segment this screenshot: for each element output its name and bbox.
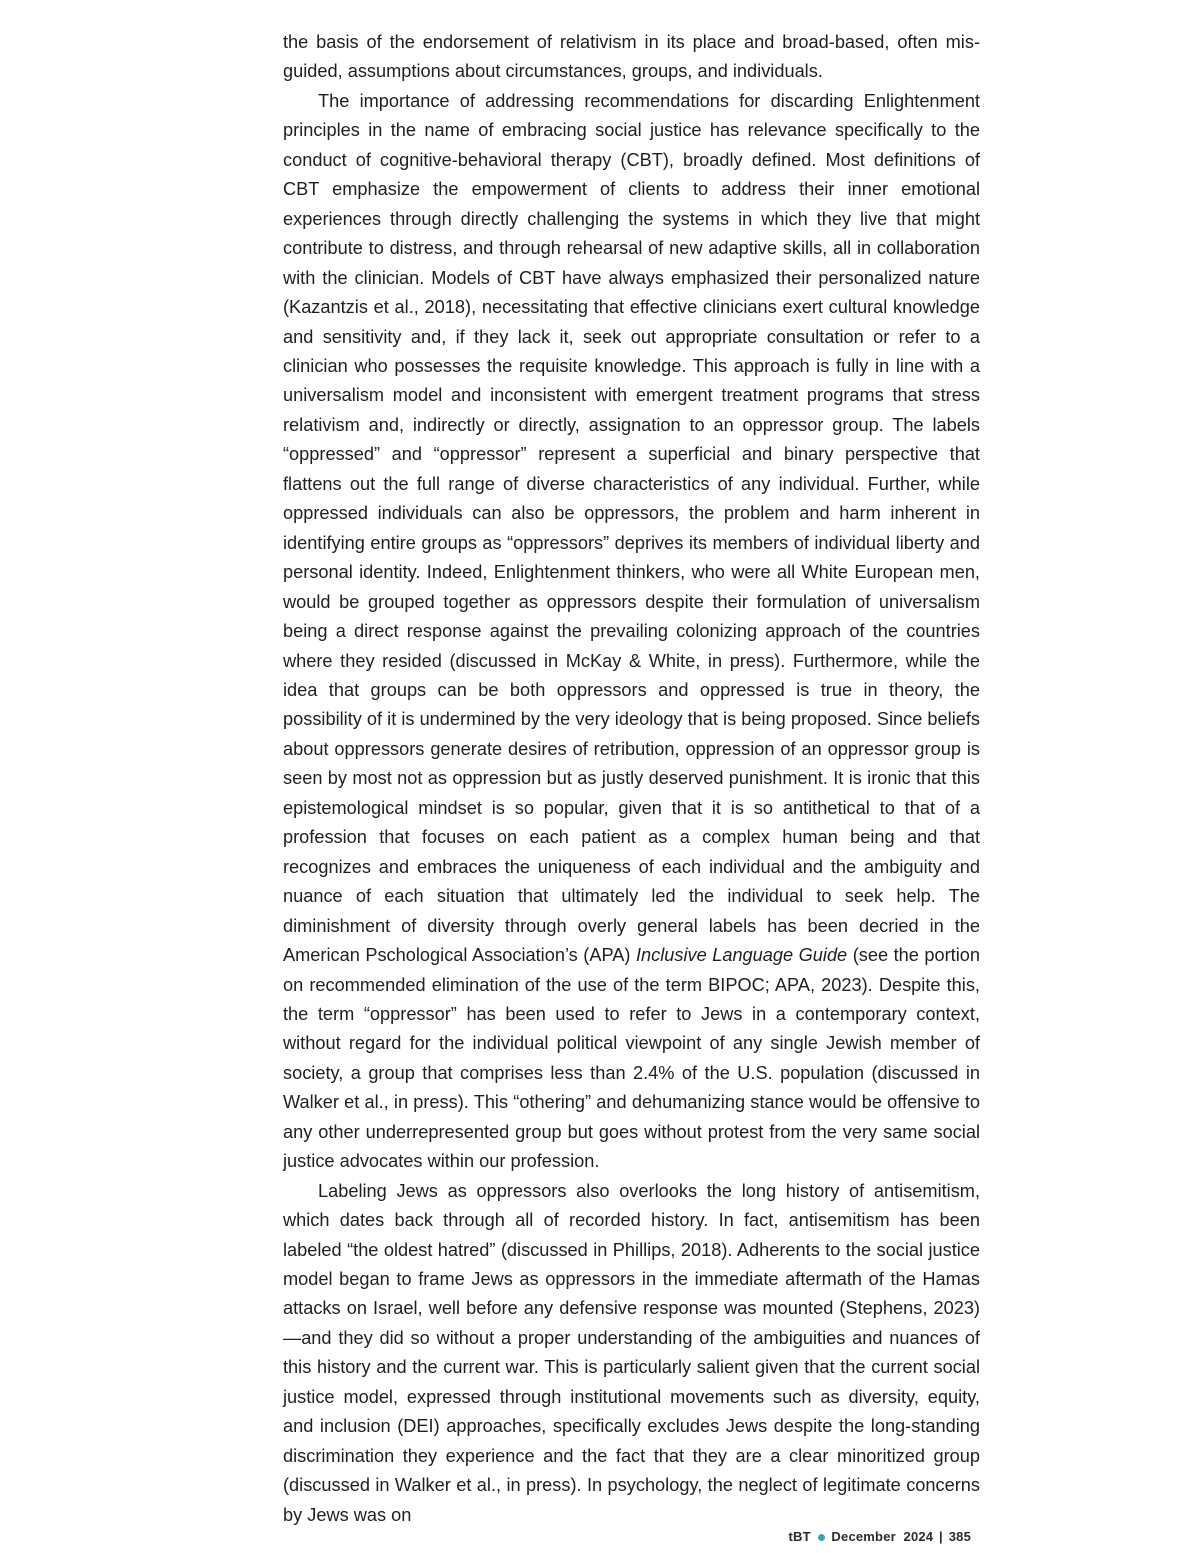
footer-separator: | bbox=[939, 1529, 943, 1544]
inclusive-language-guide-title: Inclusive Language Guide bbox=[635, 945, 848, 966]
paragraph-cbt-universalism bbox=[283, 87, 980, 1177]
paragraph-1-text: the basis of the endorsement of relativism in its place and broad-based, often misguided, assumptions about circumstances, groups, and individuals. bbox=[283, 32, 980, 82]
page-footer bbox=[789, 1529, 971, 1544]
paragraph-3-text: Labeling Jews as oppressors also overlooks the long history of antisemitism, which dates back through all of recorded history. In fact, antisemitism has been labeled “the oldest hatred” (discussed in Phillips, 2018). Adherents to the social justice model began to frame Jews as oppressors in the immediate aftermath of the Hamas attacks on Israel, well before any defensive response was mounted (Stephens, 2023)—and they did so without a proper understanding of the ambiguities and nuances of this history and the current war. This is particularly salient given that the current social justice model, expressed through institutional movements such as diversity, equity, and inclusion (DEI) approaches, specifically excludes Jews despite the long-standing discrimination they experience and the fact that they are a clear minoritized group (discussed in Walker et al., in press). In psychology, the neglect of legitimate concerns by Jews was on bbox=[283, 1180, 980, 1525]
paragraph-antisemitism bbox=[283, 1177, 980, 1530]
paragraph-2-text-part-2: (see the portion on recommended elimination of the use of the term BIPOC; APA, 2023). Despite this, the term “oppressor” has been used to refer to Jews in a contemporary context, without regard for the individual political viewpoint of any single Jewish member of society, a group that comprises less than 2.4% of the U.S. population (discussed in Walker et al., in press). This “othering” and dehumanizing stance would be offensive to any other underrepresented group but goes without protest from the very same social justice advocates within our profession. bbox=[283, 945, 980, 1172]
paragraph-continuation bbox=[283, 28, 980, 87]
footer-dot-icon bbox=[818, 1534, 825, 1541]
page-number: 385 bbox=[948, 1529, 971, 1544]
paragraph-2-text-part-1: The importance of addressing recommendations for discarding Enlightenment principles in the name of embracing social justice has relevance specifically to the conduct of cognitive-behavioral therapy (CBT), broadly defined. Most definitions of CBT emphasize the empowerment of clients to address their inner emotional experiences through directly challenging the systems in which they live that might contribute to distress, and through rehearsal of new adaptive skills, all in collaboration with the clinician. Models of CBT have always emphasized their personalized nature (Kazantzis et al., 2018), necessitating that effective clinicians exert cultural knowledge and sensitivity and, if they lack it, seek out appropriate consultation or refer to a clinician who possesses the requisite knowledge. This approach is fully in line with a universalism model and inconsistent with emergent treatment programs that stress relativism and, indirectly or directly, assignation to an oppressor group. The labels “oppressed” and “oppressor” represent a superficial and binary perspective that flattens out the full range of diverse characteristics of any individual. Further, while oppressed individuals can also be oppressors, the problem and harm inherent in identifying entire groups as “oppressors” deprives its members of individual liberty and personal identity. Indeed, Enlightenment thinkers, who were all White European men, would be grouped together as oppressors despite their formulation of universalism being a direct response against the prevailing colonizing approach of the countries where they resided (discussed in McKay & White, in press). Furthermore, while the idea that groups can be both oppressors and oppressed is true in theory, the possibility of it is undermined by the very ideology that is being proposed. Since beliefs about oppressors generate desires of retribution, oppression of an oppressor group is seen by most not as oppression but as justly deserved punishment. It is ironic that this epistemological mindset is so popular, given that it is so antithetical to that of a profession that focuses on each patient as a complex human being and that recognizes and embraces the uniqueness of each individual and the ambiguity and nuance of each situation that ultimately led the individual to seek help. The diminishment of diversity through overly general labels has been decried in the American Pschological Association’s (APA) bbox=[283, 90, 980, 966]
journal-abbreviation: tBT bbox=[788, 1529, 811, 1544]
issue-date: December 2024 bbox=[831, 1529, 934, 1544]
article-body-column bbox=[283, 28, 980, 1530]
